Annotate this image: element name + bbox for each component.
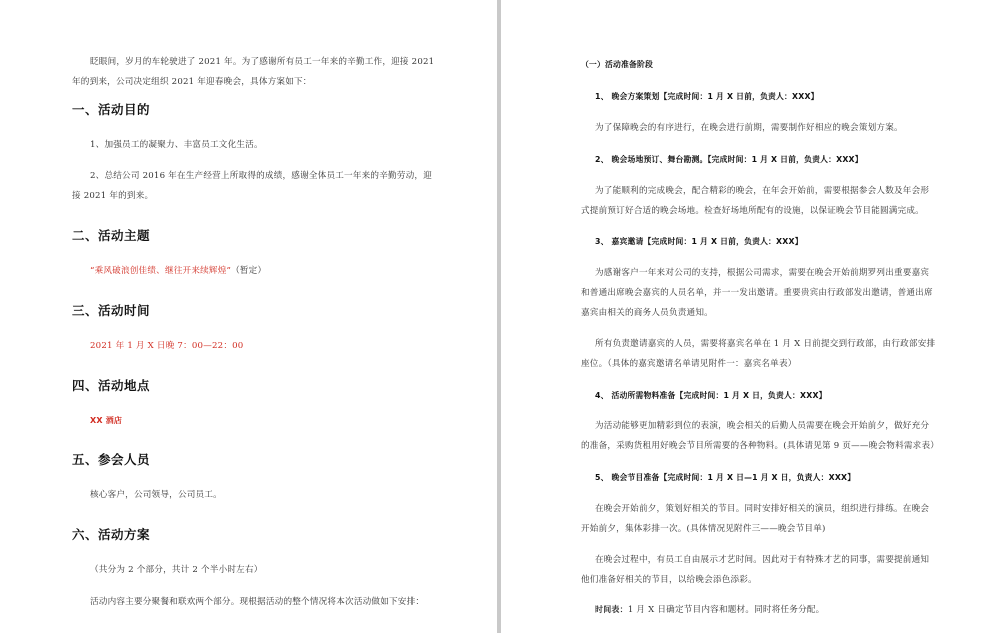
heading-theme: 二、活动主题 bbox=[72, 228, 151, 243]
item-2-text: 为了能顺利的完成晚会，配合精彩的晚会，在年会开始前，需要根据参会人数及年会形 bbox=[595, 186, 930, 196]
item-5-text-cont: 开始前夕，集体彩排一次。(具体情况见附件三——晚会节目单) bbox=[581, 524, 826, 534]
item-5-title: 5、 晚会节目准备【完成时间：1 月 X 日—1 月 X 日，负责人：XXX】 bbox=[595, 473, 856, 482]
section-heading: （一）活动准备阶段 bbox=[581, 60, 653, 69]
heading-place: 四、活动地点 bbox=[72, 378, 151, 393]
timeline-line bbox=[595, 600, 824, 620]
theme-slogan: “乘风破浪创佳绩、继往开来续辉煌” bbox=[90, 266, 232, 276]
item-1-text: 为了保障晚会的有序进行，在晚会进行前期，需要制作好相应的晚会策划方案。 bbox=[595, 123, 903, 133]
item-3-text: 为感谢客户一年来对公司的支持，根据公司需求，需要在晚会开始前期罗列出重要嘉宾 bbox=[595, 268, 930, 278]
heading-plan: 六、活动方案 bbox=[72, 527, 151, 542]
item-5-text-2-cont: 他们准备好相关的节目，以给晚会添色添彩。 bbox=[581, 575, 757, 585]
event-time: 2021 年 1 月 X 日晚 7：00—22：00 bbox=[90, 341, 244, 351]
item-3-title: 3、 嘉宾邀请【完成时间：1 月 X 日前，负责人：XXX】 bbox=[595, 237, 803, 246]
document-page-right bbox=[501, 0, 1000, 633]
event-place: XX 酒店 bbox=[90, 416, 123, 425]
item-5-text-2: 在晚会过程中，有员工自由展示才艺时间。因此对于有特殊才艺的同事，需要提前通知 bbox=[595, 555, 930, 565]
purpose-item-1: 1、加强员工的凝聚力、丰富员工文化生活。 bbox=[90, 140, 263, 150]
item-4-text-cont: 的准备，采购货租用好晚会节目所需要的各种物料。(具体请见第 9 页——晚会物料需求表） bbox=[581, 441, 940, 451]
heading-time: 三、活动时间 bbox=[72, 303, 151, 318]
theme-text bbox=[90, 261, 266, 281]
item-4-text: 为活动能够更加精彩到位的表演，晚会相关的后勤人员需要在晚会开始前夕，做好充分 bbox=[595, 421, 930, 431]
item-3-text-2: 所有负责邀请嘉宾的人员，需要将嘉宾名单在 1 月 X 日前提交到行政部，由行政部安排 bbox=[595, 339, 936, 349]
intro-paragraph-line: 年的到来，公司决定组织 2021 年迎春晚会，具体方案如下： bbox=[72, 77, 312, 87]
plan-intro: 活动内容主要分聚餐和联欢两个部分。现根据活动的整个情况将本次活动做如下安排： bbox=[90, 597, 425, 607]
item-3-text-cont: 嘉宾由相关的商务人员负责通知。 bbox=[581, 308, 713, 318]
item-3-text-2-cont: 座位。（具体的嘉宾邀请名单请见附件一：嘉宾名单表） bbox=[581, 359, 797, 369]
item-5-text: 在晚会开始前夕，策划好相关的节目。同时安排好相关的演员，组织进行排练。在晚会 bbox=[595, 504, 930, 514]
item-2-title: 2、 晚会场地预订、舞台勘测。【完成时间：1 月 X 日前，负责人：XXX】 bbox=[595, 155, 863, 164]
attendees-text: 核心客户，公司领导，公司员工。 bbox=[90, 490, 222, 500]
heading-purpose: 一、活动目的 bbox=[72, 102, 151, 117]
timeline-text: 1 月 X 日确定节目内容和题材。同时将任务分配。 bbox=[627, 605, 825, 615]
theme-note: （暂定） bbox=[231, 266, 267, 276]
document-page-left bbox=[0, 0, 497, 633]
heading-attendees: 五、参会人员 bbox=[72, 452, 151, 467]
item-1-title: 1、 晚会方案策划【完成时间：1 月 X 日前，负责人：XXX】 bbox=[595, 92, 819, 101]
intro-paragraph-line: 眨眼间，岁月的车轮驶进了 2021 年。为了感谢所有员工一年来的辛勤工作，迎接 2021 bbox=[90, 57, 435, 67]
item-3-text-cont: 和普通出席晚会嘉宾的人员名单，并一一发出邀请。重要贵宾由行政部发出邀请，普通出席 bbox=[581, 288, 933, 298]
item-4-title: 4、 活动所需物料准备【完成时间：1 月 X 日，负责人：XXX】 bbox=[595, 391, 827, 400]
purpose-item-2: 2、总结公司 2016 年在生产经营上所取得的成绩，感谢全体员工一年来的辛勤劳动，迎 bbox=[90, 171, 432, 181]
item-2-text-cont: 式提前预订好合适的晚会场地。检查好场地所配有的设施，以保证晚会节目能圆满完成。 bbox=[581, 206, 924, 216]
plan-note: （共分为 2 个部分，共计 2 个半小时左右） bbox=[90, 565, 263, 575]
purpose-item-2-cont: 接 2021 年的到来。 bbox=[72, 191, 154, 201]
timeline-label: 时间表： bbox=[595, 605, 628, 614]
